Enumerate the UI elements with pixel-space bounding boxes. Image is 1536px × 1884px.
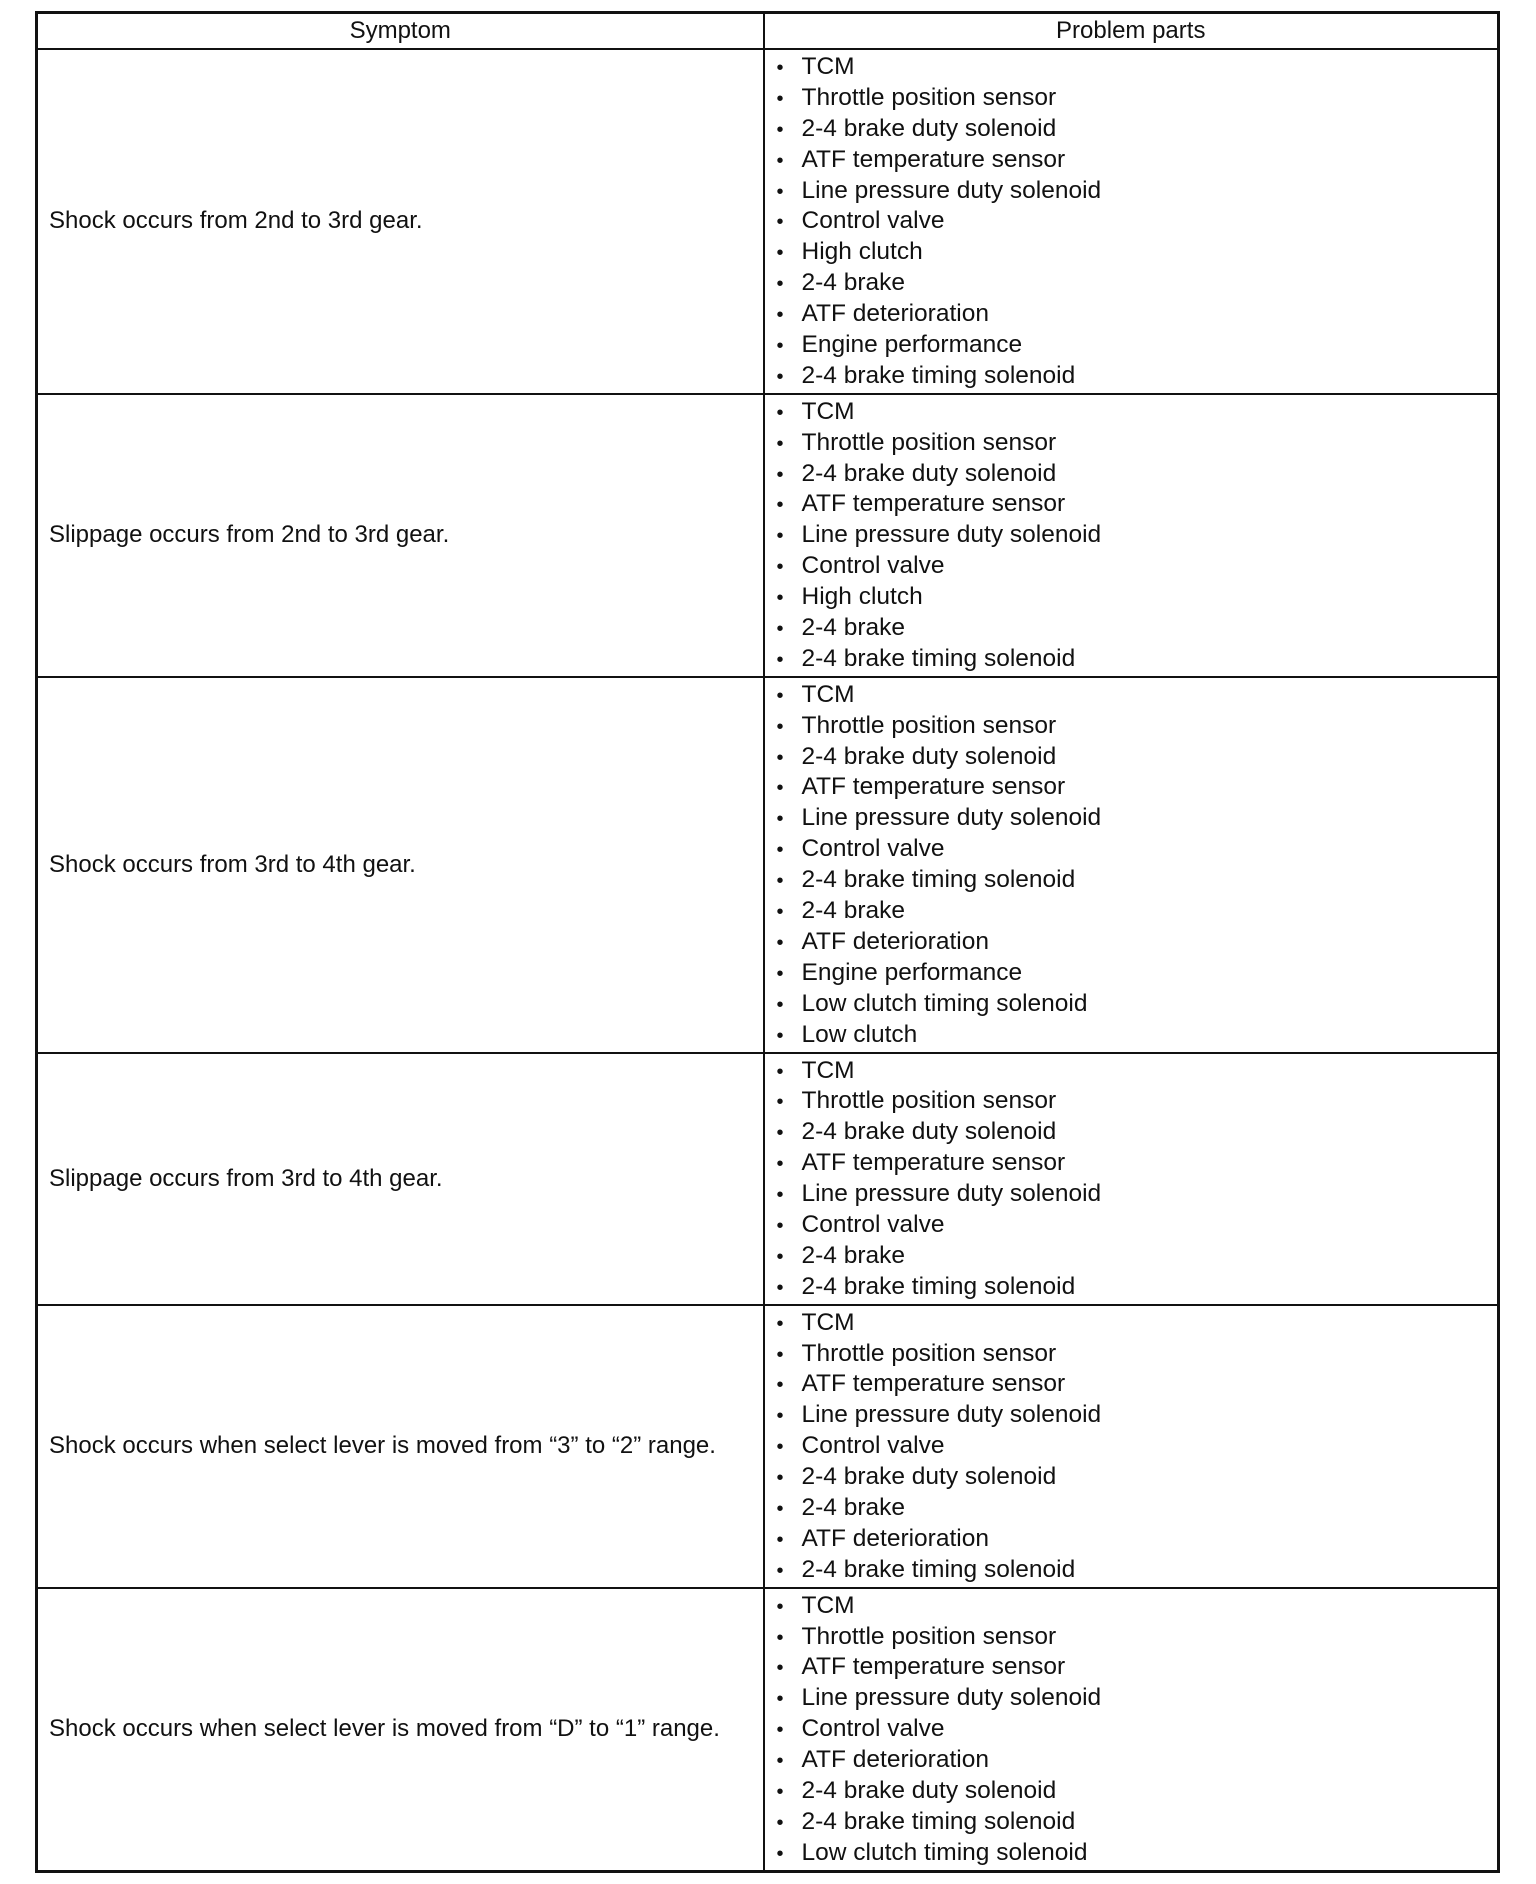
symptom-cell: Shock occurs from 2nd to 3rd gear. bbox=[37, 49, 764, 394]
list-item bbox=[777, 1524, 1498, 1555]
list-item bbox=[777, 1369, 1498, 1400]
part-label: Engine performance bbox=[801, 958, 1023, 986]
list-item bbox=[777, 582, 1498, 613]
list-item bbox=[777, 1683, 1498, 1714]
list-item bbox=[777, 268, 1498, 299]
list-item bbox=[777, 772, 1498, 803]
list-item bbox=[777, 237, 1498, 268]
bullet-icon: • bbox=[776, 870, 784, 893]
bullet-icon: • bbox=[776, 1245, 784, 1268]
part-label: TCM bbox=[801, 1591, 855, 1619]
part-label: 2-4 brake timing solenoid bbox=[801, 1807, 1076, 1835]
part-label: 2-4 brake timing solenoid bbox=[801, 361, 1076, 389]
bullet-icon: • bbox=[776, 242, 784, 265]
list-item bbox=[777, 896, 1498, 927]
bullet-icon: • bbox=[776, 1780, 784, 1803]
problem-parts-list bbox=[777, 680, 1498, 1051]
list-item bbox=[777, 834, 1498, 865]
part-label: ATF deterioration bbox=[801, 300, 989, 328]
part-label: TCM bbox=[801, 680, 855, 708]
part-label: 2-4 brake duty solenoid bbox=[801, 1463, 1057, 1491]
list-item bbox=[777, 613, 1498, 644]
part-label: 2-4 brake duty solenoid bbox=[801, 742, 1057, 770]
problem-parts-cell bbox=[764, 49, 1499, 394]
list-item bbox=[777, 428, 1498, 459]
list-item bbox=[777, 176, 1498, 207]
part-label: 2-4 brake duty solenoid bbox=[801, 459, 1057, 487]
part-label: Line pressure duty solenoid bbox=[801, 1401, 1102, 1429]
problem-parts-list bbox=[777, 1591, 1498, 1869]
bullet-icon: • bbox=[776, 335, 784, 358]
part-label: Throttle position sensor bbox=[801, 1339, 1057, 1367]
table-row bbox=[37, 1305, 1499, 1588]
table-row bbox=[37, 1053, 1499, 1305]
bullet-icon: • bbox=[776, 1214, 784, 1237]
part-label: Throttle position sensor bbox=[801, 83, 1057, 111]
bullet-icon: • bbox=[776, 1276, 784, 1299]
list-item bbox=[777, 1020, 1498, 1051]
bullet-icon: • bbox=[776, 1343, 784, 1366]
list-item bbox=[777, 459, 1498, 490]
list-item bbox=[777, 1776, 1498, 1807]
table-row bbox=[37, 394, 1499, 677]
part-label: ATF temperature sensor bbox=[801, 145, 1066, 173]
part-label: Control valve bbox=[801, 207, 945, 235]
part-label: 2-4 brake timing solenoid bbox=[801, 644, 1076, 672]
part-label: TCM bbox=[801, 1056, 855, 1084]
list-item bbox=[777, 1086, 1498, 1117]
part-label: Engine performance bbox=[801, 331, 1023, 359]
list-item bbox=[777, 1117, 1498, 1148]
part-label: Line pressure duty solenoid bbox=[801, 521, 1102, 549]
list-item bbox=[777, 1493, 1498, 1524]
part-label: ATF temperature sensor bbox=[801, 490, 1066, 518]
part-label: Line pressure duty solenoid bbox=[801, 176, 1102, 204]
bullet-icon: • bbox=[776, 180, 784, 203]
part-label: Control valve bbox=[801, 835, 945, 863]
part-label: ATF temperature sensor bbox=[801, 773, 1066, 801]
list-item bbox=[777, 489, 1498, 520]
bullet-icon: • bbox=[776, 1528, 784, 1551]
list-item bbox=[777, 206, 1498, 237]
bullet-icon: • bbox=[776, 432, 784, 455]
part-label: 2-4 brake duty solenoid bbox=[801, 1118, 1057, 1146]
list-item bbox=[777, 1400, 1498, 1431]
bullet-icon: • bbox=[776, 1657, 784, 1680]
table-row bbox=[37, 49, 1499, 394]
bullet-icon: • bbox=[776, 618, 784, 641]
part-label: 2-4 brake timing solenoid bbox=[801, 866, 1076, 894]
list-item bbox=[777, 330, 1498, 361]
bullet-icon: • bbox=[776, 1436, 784, 1459]
bullet-icon: • bbox=[776, 149, 784, 172]
header-symptom: Symptom bbox=[37, 13, 764, 50]
problem-parts-cell bbox=[764, 394, 1499, 677]
part-label: Control valve bbox=[801, 552, 945, 580]
problem-parts-list bbox=[777, 1308, 1498, 1586]
list-item bbox=[777, 644, 1498, 675]
bullet-icon: • bbox=[776, 57, 784, 79]
part-label: Control valve bbox=[801, 1715, 945, 1743]
list-item bbox=[777, 989, 1498, 1020]
list-item bbox=[777, 52, 1498, 83]
part-label: Line pressure duty solenoid bbox=[801, 804, 1102, 832]
bullet-icon: • bbox=[776, 1122, 784, 1145]
part-label: Throttle position sensor bbox=[801, 1622, 1057, 1650]
list-item bbox=[777, 1179, 1498, 1210]
part-label: Throttle position sensor bbox=[801, 1087, 1057, 1115]
list-item bbox=[777, 1462, 1498, 1493]
list-item bbox=[777, 1807, 1498, 1838]
symptom-cell: Shock occurs when select lever is moved from “D” to “1” range. bbox=[37, 1588, 764, 1872]
bullet-icon: • bbox=[776, 304, 784, 327]
bullet-icon: • bbox=[776, 901, 784, 924]
list-item bbox=[777, 1838, 1498, 1869]
part-label: Low clutch timing solenoid bbox=[801, 1838, 1088, 1866]
part-label: 2-4 brake bbox=[801, 897, 906, 925]
bullet-icon: • bbox=[776, 1811, 784, 1834]
list-item bbox=[777, 299, 1498, 330]
list-item bbox=[777, 1272, 1498, 1303]
bullet-icon: • bbox=[776, 931, 784, 954]
part-label: Line pressure duty solenoid bbox=[801, 1180, 1102, 1208]
list-item bbox=[777, 114, 1498, 145]
list-item bbox=[777, 1714, 1498, 1745]
part-label: Throttle position sensor bbox=[801, 711, 1057, 739]
bullet-icon: • bbox=[776, 777, 784, 800]
part-label: High clutch bbox=[801, 583, 923, 611]
list-item bbox=[777, 1745, 1498, 1776]
part-label: ATF temperature sensor bbox=[801, 1653, 1066, 1681]
bullet-icon: • bbox=[776, 1060, 784, 1083]
list-item bbox=[777, 1210, 1498, 1241]
symptom-cell: Slippage occurs from 3rd to 4th gear. bbox=[37, 1053, 764, 1305]
header-row bbox=[37, 13, 1499, 50]
list-item bbox=[777, 1622, 1498, 1653]
bullet-icon: • bbox=[776, 1497, 784, 1520]
bullet-icon: • bbox=[776, 1750, 784, 1773]
list-item bbox=[777, 1339, 1498, 1370]
part-label: Control valve bbox=[801, 1210, 945, 1238]
problem-parts-cell bbox=[764, 1053, 1499, 1305]
part-label: TCM bbox=[801, 397, 855, 425]
bullet-icon: • bbox=[776, 211, 784, 234]
list-item bbox=[777, 361, 1498, 392]
part-label: Line pressure duty solenoid bbox=[801, 1684, 1102, 1712]
bullet-icon: • bbox=[776, 1559, 784, 1582]
list-item bbox=[777, 397, 1498, 428]
part-label: Throttle position sensor bbox=[801, 428, 1057, 456]
list-item bbox=[777, 958, 1498, 989]
bullet-icon: • bbox=[776, 1374, 784, 1397]
bullet-icon: • bbox=[776, 118, 784, 141]
part-label: TCM bbox=[801, 1308, 855, 1336]
part-label: ATF temperature sensor bbox=[801, 1149, 1066, 1177]
bullet-icon: • bbox=[776, 1184, 784, 1207]
bullet-icon: • bbox=[776, 494, 784, 517]
problem-parts-list bbox=[777, 52, 1498, 392]
bullet-icon: • bbox=[776, 1467, 784, 1490]
bullet-icon: • bbox=[776, 1842, 784, 1865]
bullet-icon: • bbox=[776, 401, 784, 424]
symptom-cell: Shock occurs when select lever is moved from “3” to “2” range. bbox=[37, 1305, 764, 1588]
list-item bbox=[777, 927, 1498, 958]
problem-parts-cell bbox=[764, 1305, 1499, 1588]
bullet-icon: • bbox=[776, 87, 784, 110]
part-label: ATF deterioration bbox=[801, 927, 989, 955]
bullet-icon: • bbox=[776, 365, 784, 388]
bullet-icon: • bbox=[776, 1688, 784, 1711]
bullet-icon: • bbox=[776, 1405, 784, 1428]
bullet-icon: • bbox=[776, 1595, 784, 1618]
symptom-cell: Slippage occurs from 2nd to 3rd gear. bbox=[37, 394, 764, 677]
header-problem-parts: Problem parts bbox=[764, 13, 1499, 50]
part-label: 2-4 brake bbox=[801, 269, 906, 297]
problem-parts-cell bbox=[764, 677, 1499, 1053]
bullet-icon: • bbox=[776, 1091, 784, 1114]
bullet-icon: • bbox=[776, 993, 784, 1016]
part-label: 2-4 brake bbox=[801, 1493, 906, 1521]
problem-parts-list bbox=[777, 397, 1498, 675]
part-label: High clutch bbox=[801, 238, 923, 266]
bullet-icon: • bbox=[776, 839, 784, 862]
bullet-icon: • bbox=[776, 525, 784, 548]
list-item bbox=[777, 1591, 1498, 1622]
list-item bbox=[777, 83, 1498, 114]
part-label: Control valve bbox=[801, 1432, 945, 1460]
part-label: 2-4 brake timing solenoid bbox=[801, 1555, 1076, 1583]
list-item bbox=[777, 711, 1498, 742]
table-row bbox=[37, 1588, 1499, 1872]
list-item bbox=[777, 1555, 1498, 1586]
part-label: TCM bbox=[801, 53, 855, 80]
bullet-icon: • bbox=[776, 1719, 784, 1742]
list-item bbox=[777, 1241, 1498, 1272]
list-item bbox=[777, 680, 1498, 711]
bullet-icon: • bbox=[776, 587, 784, 610]
table-body bbox=[37, 49, 1499, 1871]
bullet-icon: • bbox=[776, 1312, 784, 1335]
part-label: Low clutch timing solenoid bbox=[801, 989, 1088, 1017]
part-label: 2-4 brake timing solenoid bbox=[801, 1272, 1076, 1300]
list-item bbox=[777, 1148, 1498, 1179]
table-row bbox=[37, 677, 1499, 1053]
part-label: ATF deterioration bbox=[801, 1746, 989, 1774]
list-item bbox=[777, 520, 1498, 551]
symptom-cell: Shock occurs from 3rd to 4th gear. bbox=[37, 677, 764, 1053]
bullet-icon: • bbox=[776, 962, 784, 985]
bullet-icon: • bbox=[776, 1024, 784, 1047]
list-item bbox=[777, 865, 1498, 896]
list-item bbox=[777, 742, 1498, 773]
list-item bbox=[777, 1431, 1498, 1462]
bullet-icon: • bbox=[776, 1626, 784, 1649]
bullet-icon: • bbox=[776, 1153, 784, 1176]
part-label: 2-4 brake bbox=[801, 1241, 906, 1269]
bullet-icon: • bbox=[776, 808, 784, 831]
bullet-icon: • bbox=[776, 684, 784, 707]
list-item bbox=[777, 551, 1498, 582]
problem-parts-list bbox=[777, 1056, 1498, 1303]
list-item bbox=[777, 1056, 1498, 1087]
list-item bbox=[777, 803, 1498, 834]
symptom-table bbox=[35, 11, 1500, 1873]
part-label: 2-4 brake bbox=[801, 614, 906, 642]
part-label: Low clutch bbox=[801, 1020, 918, 1048]
list-item bbox=[777, 145, 1498, 176]
part-label: ATF temperature sensor bbox=[801, 1370, 1066, 1398]
part-label: 2-4 brake duty solenoid bbox=[801, 114, 1057, 142]
bullet-icon: • bbox=[776, 715, 784, 738]
part-label: 2-4 brake duty solenoid bbox=[801, 1776, 1057, 1804]
bullet-icon: • bbox=[776, 556, 784, 579]
bullet-icon: • bbox=[776, 648, 784, 671]
problem-parts-cell bbox=[764, 1588, 1499, 1872]
bullet-icon: • bbox=[776, 746, 784, 769]
part-label: ATF deterioration bbox=[801, 1524, 989, 1552]
bullet-icon: • bbox=[776, 463, 784, 486]
list-item bbox=[777, 1652, 1498, 1683]
list-item bbox=[777, 1308, 1498, 1339]
bullet-icon: • bbox=[776, 273, 784, 296]
